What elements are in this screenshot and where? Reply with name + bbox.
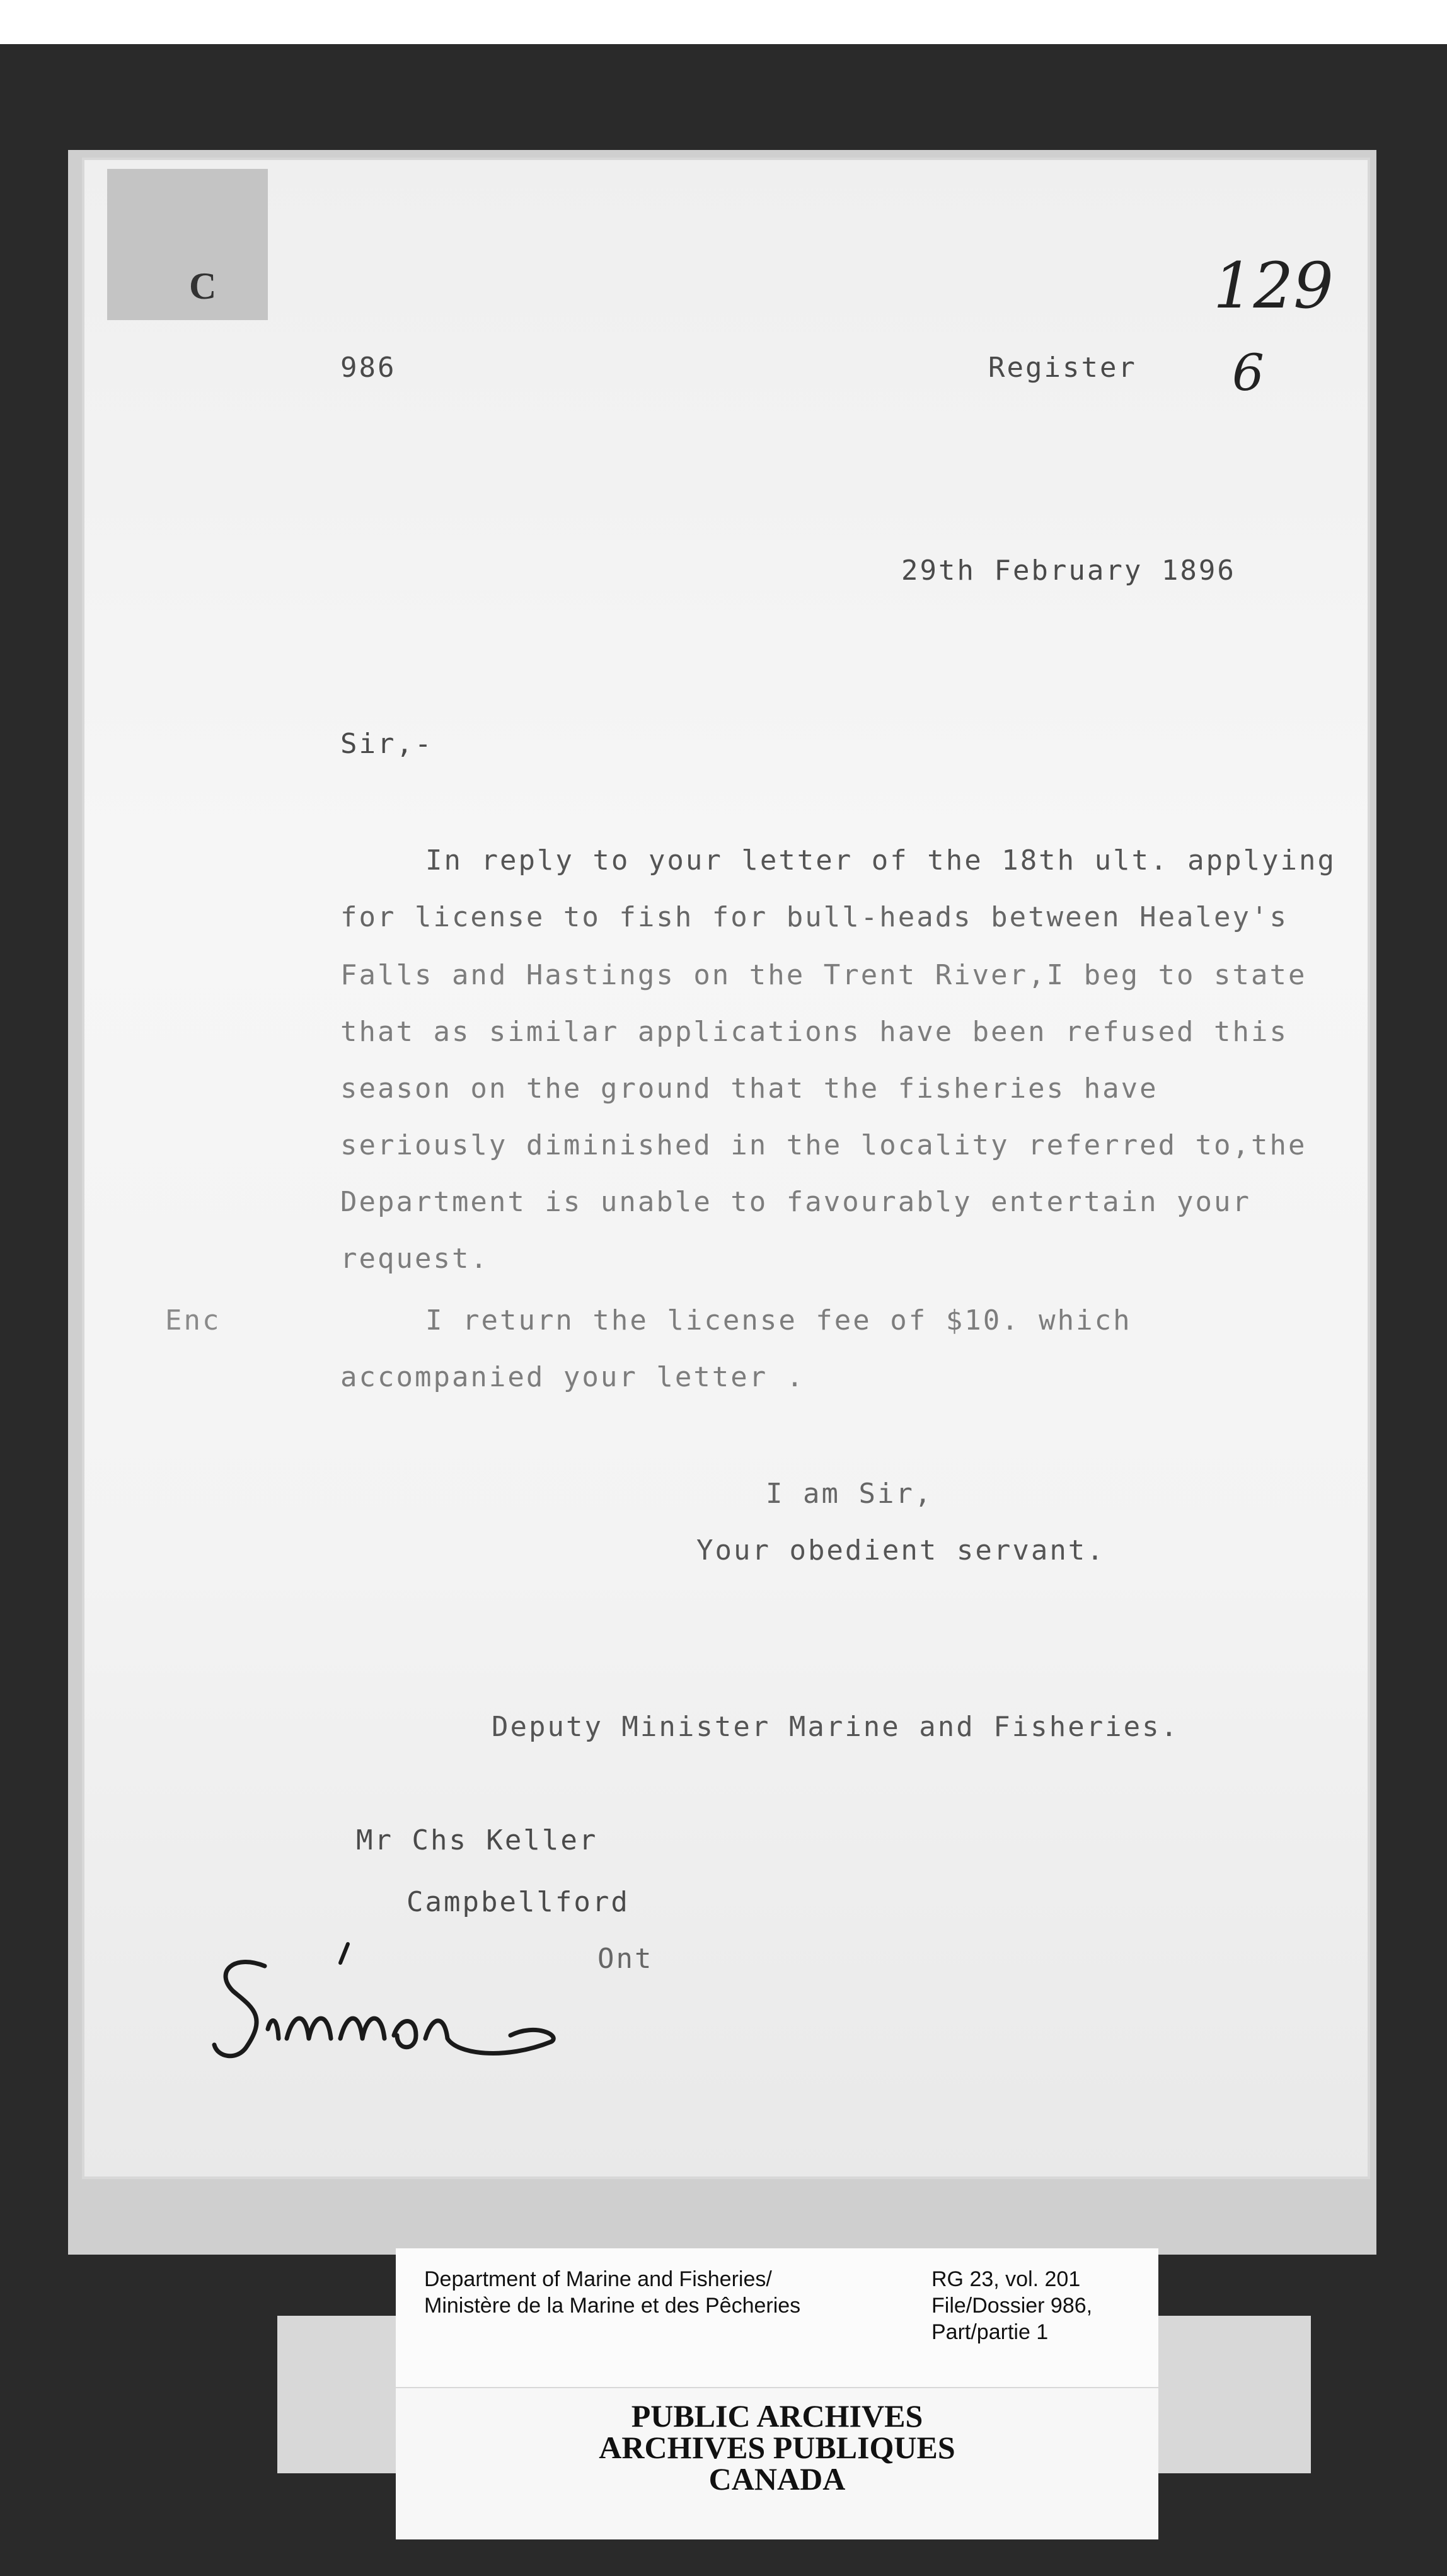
enclosure-label: Enc bbox=[165, 1304, 221, 1337]
department-name-en: Department of Marine and Fisheries/ bbox=[424, 2267, 772, 2291]
body-line: season on the ground that the fisheries have bbox=[340, 1072, 1158, 1105]
archive-reference-label bbox=[396, 2248, 1158, 2387]
record-group-ref: RG 23, vol. 201 bbox=[931, 2267, 1081, 2291]
body-line: request. bbox=[340, 1243, 489, 1275]
handwritten-subnumber: 6 bbox=[1232, 343, 1264, 402]
body-line: In reply to your letter of the 18th ult. applying bbox=[425, 844, 1337, 877]
closing-line-2: Your obedient servant. bbox=[696, 1534, 1105, 1567]
part-ref: Part/partie 1 bbox=[931, 2320, 1049, 2344]
letter-sheet bbox=[82, 158, 1370, 2179]
body-line: for license to fish for bull-heads between Healey's bbox=[340, 901, 1289, 933]
body-line: seriously diminished in the locality referred to,the bbox=[340, 1129, 1307, 1161]
body-line: Falls and Hastings on the Trent River,I beg to state bbox=[340, 959, 1307, 991]
address-line: Campbellford bbox=[406, 1886, 630, 1918]
corner-mark: C bbox=[189, 265, 217, 307]
corner-tab bbox=[107, 169, 268, 320]
body-line: that as similar applications have been refused this bbox=[340, 1016, 1289, 1048]
enclosure-line: accompanied your letter . bbox=[340, 1361, 805, 1393]
signatory-title: Deputy Minister Marine and Fisheries. bbox=[492, 1711, 1180, 1743]
enclosure-line: I return the license fee of $10. which bbox=[425, 1304, 1132, 1337]
handwritten-signature bbox=[208, 1928, 574, 2079]
public-archives-stamp bbox=[396, 2388, 1158, 2539]
salutation: Sir,- bbox=[340, 728, 434, 760]
closing-line-1: I am Sir, bbox=[766, 1478, 933, 1510]
handwritten-folio: 129 bbox=[1213, 249, 1334, 323]
addressee-name: Mr Chs Keller bbox=[356, 1824, 598, 1856]
address-line: Ont bbox=[597, 1943, 654, 1975]
stamp-line-1: PUBLIC ARCHIVES bbox=[631, 2398, 923, 2434]
register-label: Register bbox=[988, 352, 1137, 384]
file-number: 986 bbox=[340, 352, 396, 384]
file-dossier-ref: File/Dossier 986, bbox=[931, 2294, 1093, 2318]
stamp-line-2: ARCHIVES PUBLIQUES bbox=[599, 2430, 955, 2465]
letter-date: 29th February 1896 bbox=[901, 555, 1236, 587]
body-line: Department is unable to favourably entertain your bbox=[340, 1186, 1252, 1218]
department-name-fr: Ministère de la Marine et des Pêcheries bbox=[424, 2294, 801, 2318]
stamp-line-3: CANADA bbox=[708, 2461, 846, 2497]
